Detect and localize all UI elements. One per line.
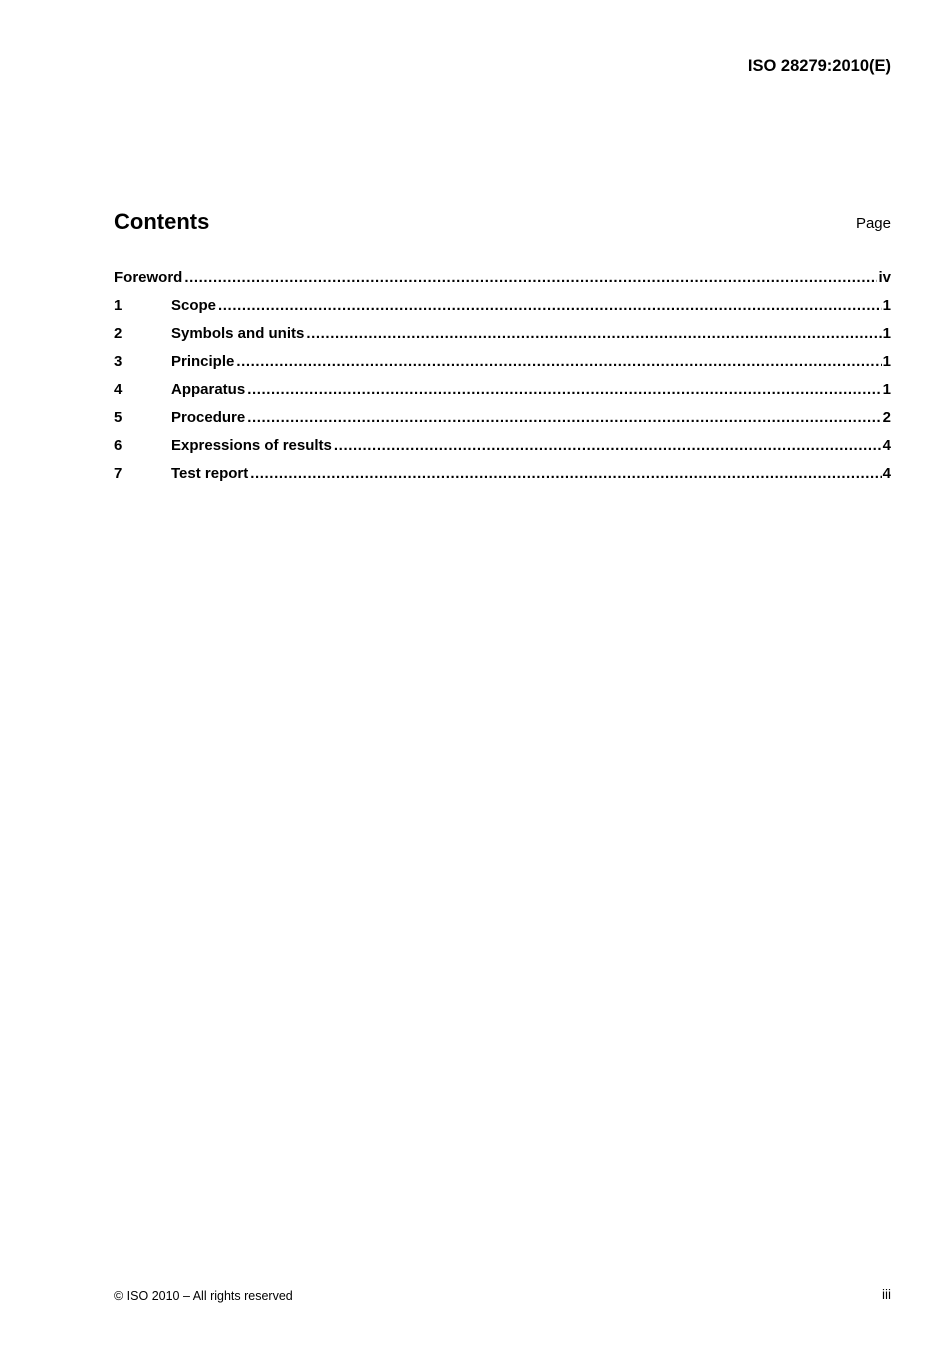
document-id: ISO 28279:2010(E) <box>747 57 891 75</box>
toc-entry-page: 1 <box>882 325 891 342</box>
toc-entry-procedure[interactable] <box>114 408 891 436</box>
toc-entry-principle[interactable] <box>114 352 891 380</box>
toc-entry-test-report[interactable] <box>114 464 891 492</box>
toc-entry-number: 4 <box>114 381 123 398</box>
toc-entry-page: 2 <box>882 409 891 426</box>
toc-entry-page: 1 <box>882 353 891 370</box>
toc-leader-dots <box>306 324 881 344</box>
toc-entry-number: 1 <box>114 297 123 314</box>
toc-entry-page: 1 <box>882 297 891 314</box>
footer-page-number: iii <box>882 1287 891 1302</box>
toc-leader-dots <box>250 464 881 484</box>
toc-entry-number: 3 <box>114 353 123 370</box>
page-column-label: Page <box>855 215 891 232</box>
toc-entry-number: 2 <box>114 325 123 342</box>
toc-entry-foreword[interactable] <box>114 268 891 296</box>
toc-entry-expressions-of-results[interactable] <box>114 436 891 464</box>
footer-copyright: © ISO 2010 – All rights reserved <box>114 1289 293 1303</box>
table-of-contents <box>114 268 891 492</box>
toc-leader-dots <box>236 352 881 372</box>
toc-leader-dots <box>218 296 882 316</box>
toc-entry-page: 4 <box>882 465 891 482</box>
toc-entry-page: 1 <box>882 381 891 398</box>
toc-entry-title: Apparatus <box>171 381 246 398</box>
toc-entry-title: Principle <box>171 353 235 370</box>
toc-entry-page: 4 <box>882 437 891 454</box>
toc-entry-number: 6 <box>114 437 123 454</box>
contents-heading: Contents <box>114 209 210 234</box>
toc-entry-title: Expressions of results <box>171 437 332 454</box>
toc-entry-title: Foreword <box>114 269 183 286</box>
toc-entry-symbols-and-units[interactable] <box>114 324 891 352</box>
toc-entry-page: iv <box>878 269 891 286</box>
toc-entry-number: 7 <box>114 465 123 482</box>
toc-leader-dots <box>247 408 881 428</box>
toc-entry-title: Scope <box>171 297 217 314</box>
toc-entry-title: Symbols and units <box>171 325 305 342</box>
toc-entry-number: 5 <box>114 409 123 426</box>
toc-leader-dots <box>184 268 877 288</box>
toc-entry-title: Test report <box>171 465 249 482</box>
toc-entry-title: Procedure <box>171 409 246 426</box>
toc-entry-scope[interactable] <box>114 296 891 324</box>
toc-leader-dots <box>334 436 882 456</box>
toc-entry-apparatus[interactable] <box>114 380 891 408</box>
toc-leader-dots <box>247 380 881 400</box>
